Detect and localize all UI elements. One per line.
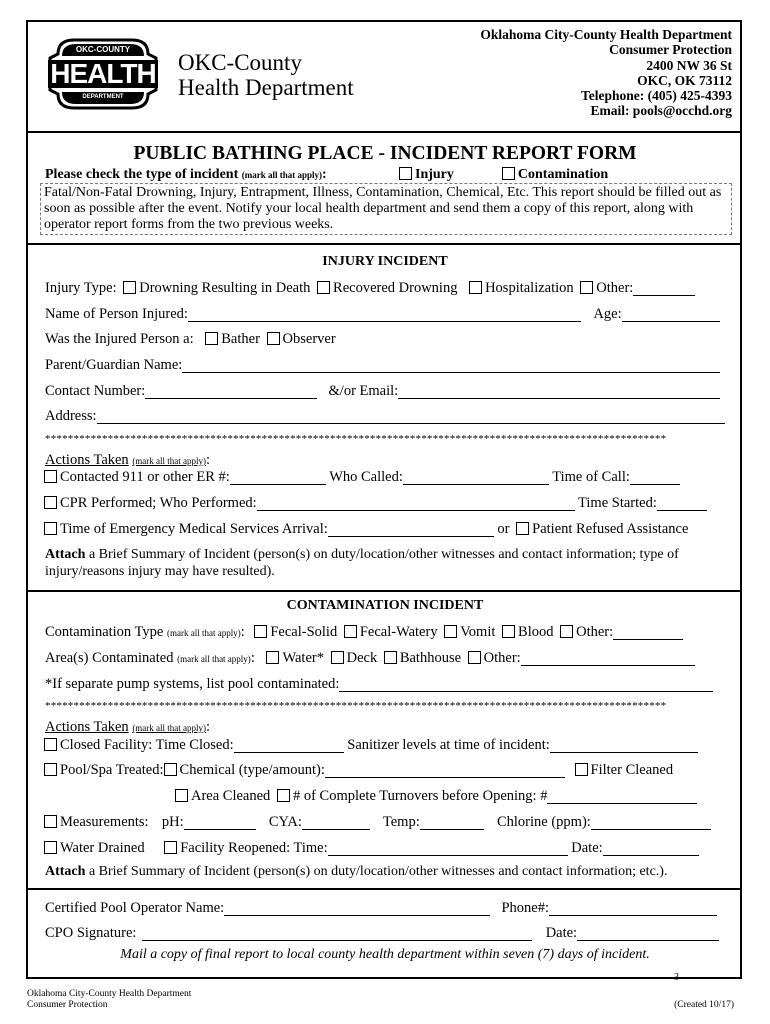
closed-facility-row [44, 736, 698, 754]
injury-checkbox[interactable] [399, 167, 412, 180]
intro-text: Fatal/Non-Fatal Drowning, Injury, Entrapment, Illness, Contamination, Chemical, Etc. This report should be filled out as soon as possible after the event. Notify your local health department and send them a copy of this report, along with operator report forms from the two previous weeks. [44, 185, 722, 232]
guardian-label: Parent/Guardian Name: [45, 357, 183, 373]
address-line: 2400 NW 36 St [646, 57, 732, 73]
mark-all-note: (mark all that apply) [166, 628, 241, 638]
turnovers-checkbox[interactable] [277, 789, 290, 802]
email-field[interactable] [398, 386, 720, 399]
ems-label: Time of Emergency Medical Services Arrival: [60, 521, 328, 537]
divider [28, 590, 740, 592]
closed-facility-label: Closed Facility: Time Closed: [60, 737, 234, 753]
filter-cleaned-label: Filter Cleaned [590, 762, 674, 778]
time-call-label: Time of Call: [552, 469, 630, 485]
address-line: Consumer Protection [609, 42, 732, 58]
name-injured-row [45, 305, 720, 323]
contamination-checkbox[interactable] [502, 167, 515, 180]
contamination-type-row: Contamination Type (mark all that apply): Fecal-Solid Fecal-Watery Vomit Blood Other: [45, 623, 683, 642]
area-other-field[interactable] [521, 653, 695, 666]
areas-row: Area(s) Contaminated (mark all that apply): Water* Deck Bathhouse Other: [45, 649, 695, 668]
mark-all-note: (mark all that apply) [241, 170, 323, 180]
cpo-name-label: Certified Pool Operator Name: [45, 900, 225, 916]
contamination-other-field[interactable] [613, 627, 683, 640]
er-number-field[interactable] [230, 472, 326, 485]
chemical-label: Chemical (type/amount): [179, 762, 325, 778]
chemical-checkbox[interactable] [164, 763, 177, 776]
age-label: Age: [593, 306, 622, 322]
drowning-death-label: Drowning Resulting in Death [139, 280, 311, 296]
water-drained-label: Water Drained [60, 840, 145, 856]
org-name-line1: OKC-County [178, 50, 302, 75]
separator-stars: ************************************************************************************************************* [45, 433, 667, 445]
address-row [45, 407, 725, 425]
name-injured-label: Name of Person Injured: [45, 306, 188, 322]
divider [28, 243, 740, 245]
area-other-checkbox[interactable] [468, 651, 481, 664]
separate-pump-row [45, 675, 713, 693]
vomit-label: Vomit [460, 624, 496, 640]
measurements-checkbox[interactable] [44, 815, 57, 828]
injured-role-row [45, 330, 336, 348]
sanitizer-field[interactable] [550, 740, 698, 753]
injury-other-field[interactable] [633, 283, 695, 296]
mail-note: Mail a copy of final report to local county health department within seven (7) days of incident. [120, 947, 650, 962]
attach-bold: Attach [45, 547, 86, 562]
facility-reopened-label: Facility Reopened: Time: [180, 840, 328, 856]
deck-checkbox[interactable] [331, 651, 344, 664]
area-cleaned-checkbox[interactable] [175, 789, 188, 802]
phone-label: Phone#: [501, 900, 549, 916]
cpo-signature-row [45, 924, 719, 942]
filter-cleaned-checkbox[interactable] [575, 763, 588, 776]
cpr-who-field[interactable] [257, 498, 575, 511]
was-injured-label: Was the Injured Person a: [45, 331, 194, 347]
actions-note: (mark all that apply) [132, 456, 207, 466]
fecal-solid-checkbox[interactable] [254, 625, 267, 638]
reopened-time-field[interactable] [328, 843, 568, 856]
injury-label: Injury [415, 167, 454, 182]
refused-checkbox[interactable] [516, 522, 529, 535]
org-name-line2: Health Department [178, 75, 354, 100]
fecal-watery-checkbox[interactable] [344, 625, 357, 638]
logo-main-text: HEALTH [50, 58, 156, 89]
separator-stars: ************************************************************************************************************* [45, 700, 667, 712]
contamination-label: Contamination [517, 167, 609, 182]
guardian-row [45, 356, 720, 374]
ems-time-field[interactable] [328, 524, 494, 537]
measurements-label: Measurements: [60, 814, 149, 830]
age-field[interactable] [622, 309, 720, 322]
chlorine-field[interactable] [591, 817, 711, 830]
logo-top-text: OKC-COUNTY [75, 45, 131, 54]
actions-note: (mark all that apply) [132, 723, 207, 733]
cpo-signature-label: CPO Signature: [45, 925, 137, 941]
cpr-checkbox[interactable] [44, 496, 57, 509]
water-drained-row [44, 839, 699, 857]
water-checkbox[interactable] [266, 651, 279, 664]
cpr-label: CPR Performed; Who Performed: [60, 495, 257, 511]
cpo-name-row [45, 899, 717, 917]
contamination-other-checkbox[interactable] [560, 625, 573, 638]
blood-label: Blood [518, 624, 554, 640]
water-drained-checkbox[interactable] [44, 841, 57, 854]
recovered-drowning-checkbox[interactable] [317, 281, 330, 294]
form-title: PUBLIC BATHING PLACE - INCIDENT REPORT FORM [133, 143, 637, 164]
time-closed-field[interactable] [234, 740, 344, 753]
ems-checkbox[interactable] [44, 522, 57, 535]
temp-field[interactable] [420, 817, 484, 830]
contact-row [45, 382, 720, 400]
org-address [480, 27, 732, 119]
actions-label: Actions Taken [45, 452, 129, 468]
contacted-label: Contacted 911 or other ER #: [60, 469, 230, 485]
attach-bold: Attach [45, 864, 86, 879]
contamination-actions-heading: Actions Taken (mark all that apply): [45, 719, 211, 735]
reopened-date-label: Date: [571, 840, 603, 856]
address-field[interactable] [97, 411, 725, 424]
contact-number-field[interactable] [145, 386, 317, 399]
contamination-attach-note [45, 864, 735, 880]
blood-checkbox[interactable] [502, 625, 515, 638]
water-label: Water* [282, 650, 324, 666]
cpo-date-field[interactable] [577, 928, 719, 941]
turnovers-label: # of Complete Turnovers before Opening: # [292, 788, 548, 804]
cya-label: CYA: [268, 814, 302, 830]
bather-label: Bather [221, 331, 260, 347]
cpo-name-field[interactable] [224, 903, 490, 916]
time-call-field[interactable] [630, 472, 680, 485]
time-started-label: Time Started: [578, 495, 657, 511]
or-label: or [497, 521, 510, 537]
hospitalization-label: Hospitalization [485, 280, 574, 296]
drowning-death-checkbox[interactable] [123, 281, 136, 294]
footer-org: Oklahoma City-County Health Department [27, 989, 192, 999]
cpr-row [44, 494, 707, 512]
closed-facility-checkbox[interactable] [44, 738, 57, 751]
refused-label: Patient Refused Assistance [532, 521, 689, 537]
footer-division: Consumer Protection [27, 1000, 108, 1010]
fecal-watery-label: Fecal-Watery [359, 624, 438, 640]
name-injured-field[interactable] [188, 309, 581, 322]
colon: : [322, 167, 327, 182]
check-type-label: Please check the type of incident [45, 167, 239, 182]
facility-reopened-checkbox[interactable] [164, 841, 177, 854]
attach-text: a Brief Summary of Incident (person(s) on duty/location/other witnesses and contact information; etc.). [85, 864, 668, 879]
address-line: OKC, OK 73112 [637, 72, 732, 88]
mark-all-note: (mark all that apply) [177, 654, 251, 664]
hospitalization-checkbox[interactable] [469, 281, 482, 294]
address-line: Email: pools@occhd.org [590, 103, 732, 119]
sanitizer-label: Sanitizer levels at time of incident: [347, 737, 550, 753]
email-label: &/or Email: [328, 383, 399, 399]
actions-heading-row: Actions Taken (mark all that apply): [45, 452, 211, 468]
actions-label: Actions Taken [45, 719, 129, 735]
bathhouse-label: Bathhouse [399, 650, 462, 666]
ph-field[interactable] [184, 817, 256, 830]
cpo-date-label: Date: [545, 925, 578, 941]
injury-heading: INJURY INCIDENT [322, 254, 448, 269]
pool-treated-checkbox[interactable] [44, 763, 57, 776]
injury-attach-note [45, 546, 730, 580]
contamination-heading: CONTAMINATION INCIDENT [286, 598, 484, 613]
contact-label: Contact Number: [45, 383, 146, 399]
deck-label: Deck [346, 650, 378, 666]
created-date: (Created 10/17) [674, 1000, 734, 1010]
reopened-date-field[interactable] [603, 843, 699, 856]
injury-other-label: Other: [596, 280, 634, 296]
contacted-row [44, 468, 680, 486]
turnovers-field[interactable] [547, 791, 697, 804]
injury-type-label: Injury Type: [45, 280, 117, 296]
temp-label: Temp: [382, 814, 420, 830]
phone-field[interactable] [549, 903, 717, 916]
page-number: 3 [674, 972, 679, 983]
health-logo [44, 36, 162, 112]
area-other-label: Other: [483, 650, 521, 666]
who-called-field[interactable] [403, 472, 549, 485]
area-cleaned-label: Area Cleaned [191, 788, 271, 804]
incident-type-row [45, 166, 327, 184]
time-started-field[interactable] [657, 498, 707, 511]
observer-label: Observer [282, 331, 336, 347]
logo-bottom-text: DEPARTMENT [82, 94, 124, 100]
contamination-other-label: Other: [576, 624, 614, 640]
address-line: Telephone: (405) 425-4393 [581, 88, 732, 104]
ems-row [44, 520, 688, 538]
chlorine-label: Chlorine (ppm): [496, 814, 591, 830]
pool-treated-label: Pool/Spa Treated: [60, 762, 164, 778]
observer-checkbox[interactable] [267, 332, 280, 345]
area-cleaned-row [175, 787, 697, 805]
injury-other-checkbox[interactable] [580, 281, 593, 294]
bather-checkbox[interactable] [205, 332, 218, 345]
vomit-checkbox[interactable] [444, 625, 457, 638]
measurements-row [44, 813, 711, 831]
contacted-911-checkbox[interactable] [44, 470, 57, 483]
bathhouse-checkbox[interactable] [384, 651, 397, 664]
contamination-type-label: Contamination Type [45, 624, 164, 640]
cya-field[interactable] [302, 817, 370, 830]
guardian-field[interactable] [182, 360, 720, 373]
who-called-label: Who Called: [329, 469, 403, 485]
address-line: Oklahoma City-County Health Department [480, 27, 732, 42]
fecal-solid-label: Fecal-Solid [270, 624, 338, 640]
cpo-signature-field[interactable] [142, 928, 532, 941]
pool-treated-row [44, 761, 673, 779]
attach-text: a Brief Summary of Incident (person(s) on duty/location/other witnesses and contact information; type of injury/reasons injury may have resulted). [45, 547, 679, 579]
areas-label: Area(s) Contaminated [45, 650, 174, 666]
chemical-field[interactable] [325, 765, 565, 778]
separate-pump-label: *If separate pump systems, list pool contaminated: [45, 676, 340, 692]
pool-contaminated-field[interactable] [339, 679, 713, 692]
address-label: Address: [45, 408, 97, 424]
ph-label: pH: [161, 814, 184, 830]
recovered-drowning-label: Recovered Drowning [333, 280, 458, 296]
injury-type-row [45, 279, 695, 297]
divider [28, 888, 740, 890]
incident-type-options [396, 166, 608, 184]
